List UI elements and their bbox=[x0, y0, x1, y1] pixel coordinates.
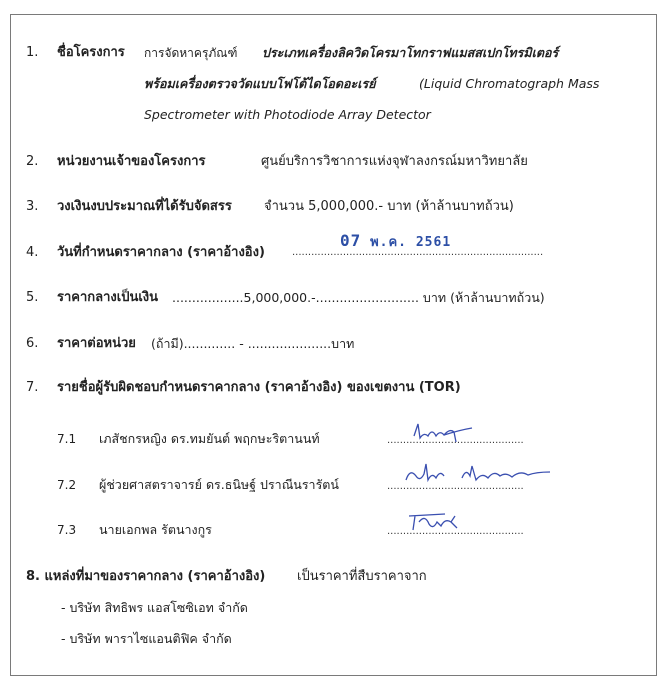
item-1-title-line3: Spectrometer with Photodiode Array Detector bbox=[144, 107, 431, 122]
source-company-1: - บริษัท สิทธิพร แอสโซซิเอท จำกัด bbox=[61, 600, 248, 615]
person-1-signature-line: ........................................... bbox=[387, 435, 524, 446]
item-5-number: 5. bbox=[26, 290, 39, 305]
signature-2 bbox=[402, 460, 557, 488]
item-5-value: ..................5,000,000.-.......................... บาท (ห้าล้านบาทถ้วน) bbox=[172, 290, 545, 305]
date-stamp bbox=[340, 231, 451, 252]
item-2-label: หน่วยงานเจ้าของโครงการ bbox=[57, 154, 206, 169]
item-1-prefix: การจัดหาครุภัณฑ์ bbox=[144, 46, 238, 60]
item-8-heading: 8. แหล่งที่มาของราคากลาง (ราคาอ้างอิง) bbox=[26, 569, 266, 584]
date-stamp-month-year: พ.ค. 2561 bbox=[370, 235, 452, 250]
signature-1 bbox=[410, 418, 480, 444]
date-stamp-day: 07 bbox=[340, 231, 362, 250]
person-3-name: นายเอกพล รัตนางกูร bbox=[99, 522, 212, 537]
item-4-label: วันที่กำหนดราคากลาง (ราคาอ้างอิง) bbox=[57, 245, 265, 260]
source-company-2: - บริษัท พาราไซแอนติฟิค จำกัด bbox=[61, 631, 232, 646]
person-3-signature-line: ........................................... bbox=[387, 526, 524, 537]
person-1-number: 7.1 bbox=[57, 432, 77, 446]
item-3-label: วงเงินงบประมาณที่ได้รับจัดสรร bbox=[57, 199, 232, 214]
person-2-signature-line: ........................................... bbox=[387, 481, 524, 492]
person-2-number: 7.2 bbox=[57, 478, 77, 492]
item-1-title-line1: ประเภทเครื่องลิควิดโครมาโทกราฟแมสสเปกโทรมิเตอร์ bbox=[262, 45, 559, 60]
item-4-dotted-line: ............................................................................... bbox=[292, 247, 544, 258]
item-3-number: 3. bbox=[26, 199, 39, 214]
item-3-value: จำนวน 5,000,000.- บาท (ห้าล้านบาทถ้วน) bbox=[264, 199, 514, 214]
item-6-note: (ถ้ามี)............. - .....................บาท bbox=[151, 336, 355, 351]
person-3-number: 7.3 bbox=[57, 523, 77, 537]
item-4-number: 4. bbox=[26, 245, 39, 260]
item-6-label: ราคาต่อหน่วย bbox=[57, 336, 136, 351]
item-2-value: ศูนย์บริการวิชาการแห่งจุฬาลงกรณ์มหาวิทยาลัย bbox=[261, 154, 528, 169]
item-1-title-line2-en: (Liquid Chromatograph Mass bbox=[419, 76, 600, 91]
item-2-number: 2. bbox=[26, 154, 39, 169]
person-1-name: เภสัชกรหญิง ดร.ทมยันต์ พฤกษะริตานนท์ bbox=[99, 431, 320, 446]
signature-3 bbox=[405, 508, 465, 534]
item-1-number: 1. bbox=[26, 45, 39, 60]
item-6-number: 6. bbox=[26, 336, 39, 351]
item-5-label: ราคากลางเป็นเงิน bbox=[57, 290, 159, 305]
item-7-label: รายชื่อผู้รับผิดชอบกำหนดราคากลาง (ราคาอ้างอิง) ของเขตงาน (TOR) bbox=[57, 380, 461, 395]
item-1-title-line2: พร้อมเครื่องตรวจวัดแบบโฟโต้ไดโอดอะเรย์ bbox=[144, 76, 376, 91]
item-8-heading-rest: เป็นราคาที่สืบราคาจาก bbox=[297, 569, 427, 584]
item-7-number: 7. bbox=[26, 380, 39, 395]
item-1-label: ชื่อโครงการ bbox=[57, 45, 125, 60]
person-2-name: ผู้ช่วยศาสตราจารย์ ดร.ธนิษฐ์ ปราณีนรารัตน์ bbox=[99, 477, 339, 492]
